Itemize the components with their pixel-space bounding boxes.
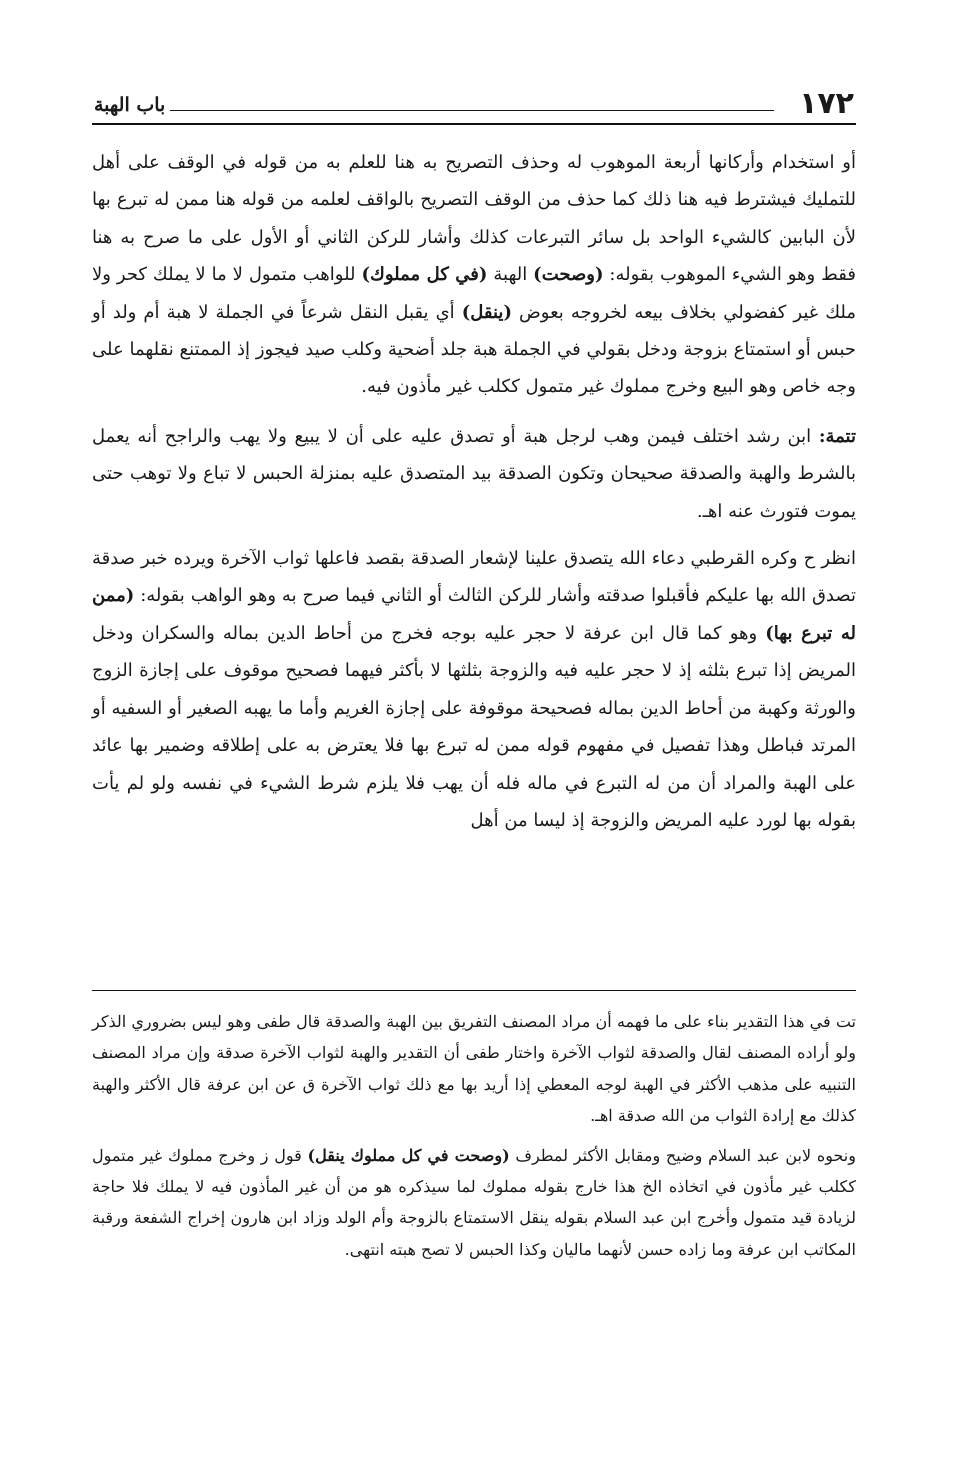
text-run: ونحوه لابن عبد السلام وضيح ومقابل الأكثر لمطرف bbox=[515, 1145, 856, 1165]
paragraph-2 bbox=[92, 418, 856, 530]
chapter-title: باب الهبة bbox=[94, 94, 166, 116]
text-run: انظر ح وكره القرطبي دعاء الله يتصدق علينا لإشعار الصدقة بقصد فاعلها ثواب الآخرة ويرده خبر صدقة تصدق الله بها عليكم فأقبلوا صدقته وأشار للركن الثالث أو الثاني فيما صرح به وهو الواهب بقوله: bbox=[92, 548, 856, 607]
page-header bbox=[92, 86, 856, 126]
footnote-rule bbox=[92, 990, 856, 991]
footnote-paragraph-2 bbox=[92, 1140, 856, 1266]
note-label: تتمة: bbox=[818, 425, 856, 447]
text-run: الهبة bbox=[493, 264, 528, 286]
bold-term: (وصحت في كل مملوك ينقل) bbox=[307, 1145, 510, 1165]
header-short-rule bbox=[170, 110, 774, 111]
footnotes bbox=[92, 1006, 856, 1273]
bold-term: (ينقل) bbox=[461, 301, 512, 323]
footnote-paragraph-1: تت في هذا التقدير بناء على ما فهمه أن مراد المصنف التفريق بين الهبة والصدقة قال طفى وهو ليس بضروري الذكر ولو أراده المصنف لقال والصدقة لثواب الآخرة واختار طفى أن التقدير والهبة لثواب الآخرة صدقة وإن مراد المصنف التنبيه على مذهب الأكثر في الهبة لوجه المعطي إذا أريد بها مع ذلك ثواب الآخرة ق عن ابن عرفة قال الأكثر والهبة كذلك مع إرادة الثواب من الله صدقة اهـ. bbox=[92, 1012, 856, 1126]
text-run: أي يقبل النقل شرعاً في الجملة لا هبة أم ولد أو حبس أو استمتاع بزوجة ودخل بقولي في الجملة هبة جلد أضحية وكلب صيد فيجوز إذ الممتنع نقلهما على وجه خاص وهو البيع وخرج مملوك غير متمول ككلب غير مأذون فيه. bbox=[92, 301, 856, 398]
paragraph-1 bbox=[92, 144, 856, 406]
text-run: للواهب متمول لا ما لا يملك كحر ولا ملك غير كفضولي بخلاف بيعه لخروجه بعوض bbox=[92, 264, 856, 323]
bold-term: (ممن له تبرع بها) bbox=[92, 585, 856, 644]
page-number: ١٧٢ bbox=[799, 86, 854, 121]
text-run: أو استخدام وأركانها أربعة الموهوب له وحذف التصريح به هنا للعلم به من قوله في الوقف على أهل للتمليك فيشترط فيه هنا ذلك كما حذف من الوقف التصريح بالواقف لعلمه من قوله هنا ممن له تبرع بها لأن البابين كالشيء الواحد بل سائر التبرعات كذلك وأشار للركن الثاني أو الأول على ما صرح به هنا فقط وهو الشيء الموهوب بقوله: bbox=[92, 152, 857, 286]
main-text bbox=[92, 144, 856, 849]
paragraph-3 bbox=[92, 540, 856, 839]
text-run: وهو كما قال ابن عرفة لا حجر عليه بوجه فخرج من أحاط الدين بماله والسكران ودخل المريض إذا تبرع بثلثه إذ لا حجر عليه فيه والزوجة بثلثها لا بأكثر فيهما فصحيح موقوف على إجازة الزوج والورثة وكهبة من أحاط الدين بماله فصحيحة موقوفة على إجازة الغريم وأما ما يهبه الصغير أو السفيه أو المرتد فباطل وهذا تفصيل في مفهوم قوله ممن له تبرع بها فلا يعترض به على إطلاقه وضمير بها عائد على الهبة والمراد أن من له التبرع في ماله فله أن يهب فلا يلزم شرط الشيء في نفسه ولو لم يأت بقوله بها لورد عليه المريض والزوجة إذ ليسا من أهل bbox=[92, 622, 856, 831]
bold-term: (في كل مملوك) bbox=[361, 264, 488, 286]
text-run: ابن رشد اختلف فيمن وهب لرجل هبة أو تصدق عليه على أن لا يبيع ولا يهب والراجح أنه يعمل بالشرط والهبة والصدقة صحيحان وتكون الصدقة بيد المتصدق عليه بمنزلة الحبس لا تباع ولا توهب حتى يموت فتورث عنه اهـ. bbox=[92, 425, 856, 522]
text-run: قول ز وخرج مملوك غير متمول ككلب غير مأذون في اتخاذه الخ هذا خارج بقوله مملوك لما سيذكره هو من أن غير المأذون فيه لا يملك فلا حاجة لزيادة قيد متمول وأخرج ابن عبد السلام بقوله ينقل الاستمتاع بالزوجة وأم الولد وزاد ابن هارون إخراج الشفعة ورقبة المكاتب ابن عرفة وما زاده حسن لأنهما ماليان وكذا الحبس لا تصح هبته انتهى. bbox=[92, 1145, 856, 1259]
bold-term: (وصحت) bbox=[533, 264, 604, 286]
header-rule bbox=[92, 123, 856, 125]
